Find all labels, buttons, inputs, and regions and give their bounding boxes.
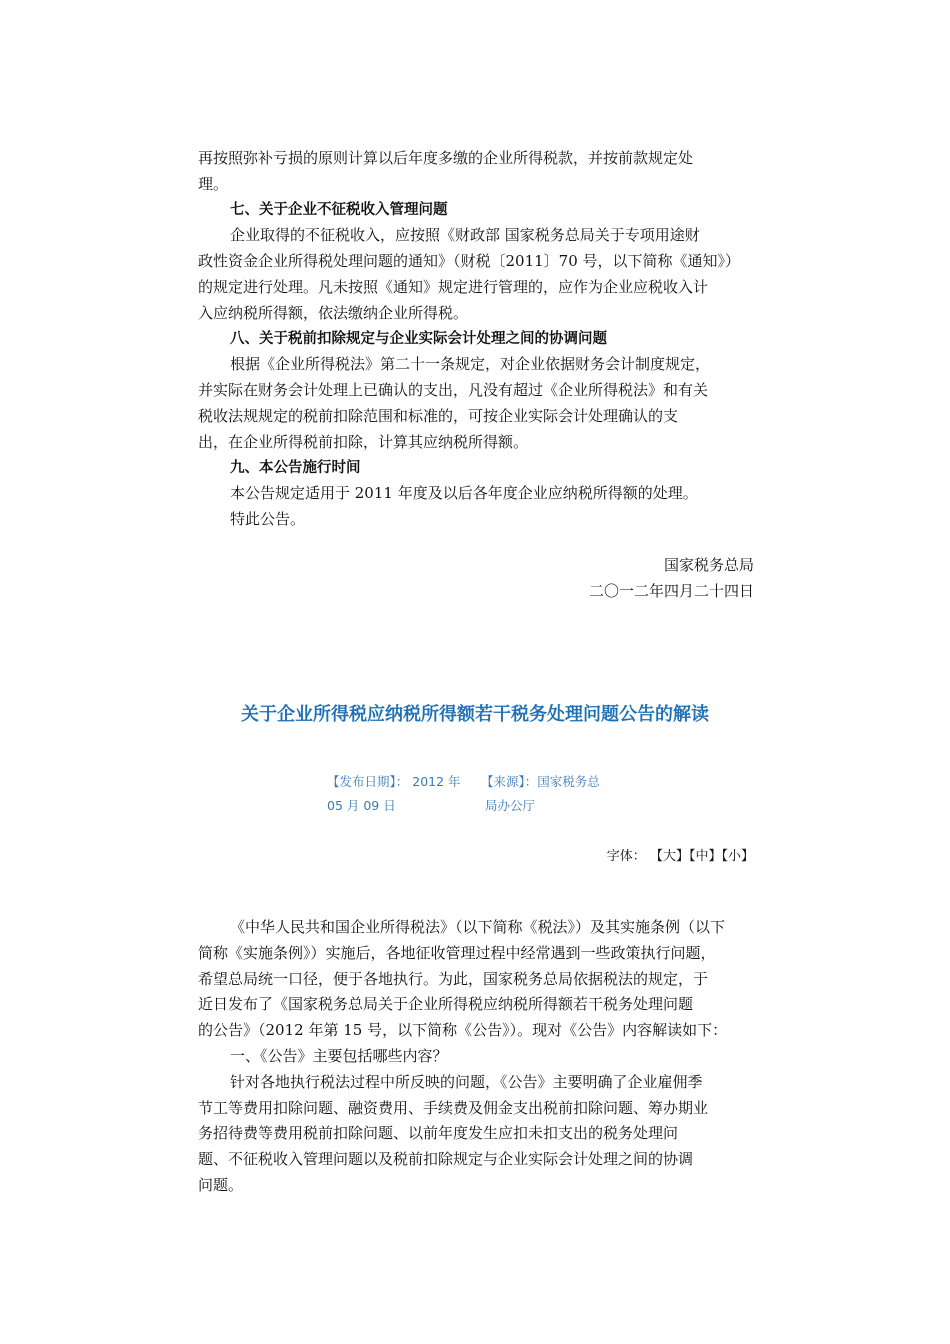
font-size-label: 字体：	[606, 849, 646, 864]
paragraph-line: 的公告》（2012 年第 15 号，以下简称《公告》）。现对《公告》内容解读如下：	[198, 1021, 728, 1040]
paragraph-line: 《中华人民共和国企业所得税法》（以下简称《税法》）及其实施条例（以下	[230, 918, 726, 936]
publish-date-block	[327, 770, 461, 818]
source-value-cont: 局办公厅	[485, 798, 536, 813]
paragraph-line: 出，在企业所得税前扣除，计算其应纳税所得额。	[198, 432, 529, 451]
paragraph-line: 税收法规规定的税前扣除范围和标准的，可按企业实际会计处理确认的支	[198, 406, 679, 425]
signature-date: 二〇一二年四月二十四日	[588, 581, 754, 600]
font-large-button[interactable]: 【大】	[649, 849, 689, 864]
question-heading-1: 一、《公告》主要包括哪些内容？	[230, 1046, 448, 1065]
publish-date-year: 2012 年	[412, 774, 461, 789]
paragraph-line: 务招待费等费用税前扣除问题、以前年度发生应扣未扣支出的税务处理问	[198, 1124, 679, 1143]
paragraph-line: 理。	[198, 174, 229, 193]
font-medium-button[interactable]: 【中】	[688, 849, 722, 864]
font-size-selector	[607, 845, 754, 864]
paragraph-line: 简称《实施条例》）实施后，各地征收管理过程中经常遇到一些政策执行问题，	[198, 943, 716, 962]
signature-org: 国家税务总局	[663, 555, 754, 574]
source-value: 国家税务总	[537, 774, 600, 789]
paragraph-line: 本公告规定适用于 2011 年度及以后各年度企业应纳税所得额的处理。	[230, 484, 698, 503]
paragraph-line: 节工等费用扣除问题、融资费用、手续费及佣金支出税前扣除问题、筹办期业	[198, 1098, 709, 1117]
section-heading-7: 七、关于企业不征税收入管理问题	[230, 201, 448, 218]
article-body	[198, 915, 754, 1199]
section-heading-8: 八、关于税前扣除规定与企业实际会计处理之间的协调问题	[230, 330, 607, 347]
paragraph-line: 政性资金企业所得税处理问题的通知》（财税〔2011〕70 号，以下简称《通知》）	[198, 252, 741, 271]
paragraph-line: 问题。	[198, 1175, 244, 1194]
spacer	[198, 533, 754, 553]
notice-body	[198, 146, 754, 605]
publish-date-label: 【发布日期】：	[327, 774, 409, 789]
source-block	[481, 770, 600, 818]
source-label: 【来源】：	[481, 774, 538, 789]
paragraph-line: 并实际在财务会计处理上已确认的支出，凡没有超过《企业所得税法》和有关	[198, 381, 709, 400]
paragraph-line: 企业取得的不征税收入，应按照《财政部 国家税务总局关于专项用途财	[230, 226, 700, 245]
paragraph-line: 的规定进行处理。凡未按照《通知》规定进行管理的，应作为企业应税收入计	[198, 277, 709, 296]
section-heading-9: 九、本公告施行时间	[230, 459, 361, 476]
closing-text: 特此公告。	[230, 510, 306, 529]
article-title: 关于企业所得税应纳税所得额若干税务处理问题公告的解读	[241, 704, 709, 725]
paragraph-line: 根据《企业所得税法》第二十一条规定，对企业依据财务会计制度规定，	[230, 355, 711, 374]
paragraph-line: 近日发布了《国家税务总局关于企业所得税应纳税所得额若干税务处理问题	[198, 995, 694, 1014]
paragraph-line: 希望总局统一口径，便于各地执行。为此，国家税务总局依据税法的规定，于	[198, 969, 709, 988]
paragraph-line: 再按照弥补亏损的原则计算以后年度多缴的企业所得税款，并按前款规定处	[198, 149, 694, 167]
publish-date-day: 05 月 09 日	[327, 798, 396, 813]
paragraph-line: 题、不征税收入管理问题以及税前扣除规定与企业实际会计处理之间的协调	[198, 1150, 694, 1169]
font-small-button[interactable]: 【小】	[721, 849, 754, 864]
paragraph-line: 入应纳税所得额，依法缴纳企业所得税。	[198, 303, 469, 322]
paragraph-line: 针对各地执行税法过程中所反映的问题，《公告》主要明确了企业雇佣季	[230, 1072, 703, 1091]
